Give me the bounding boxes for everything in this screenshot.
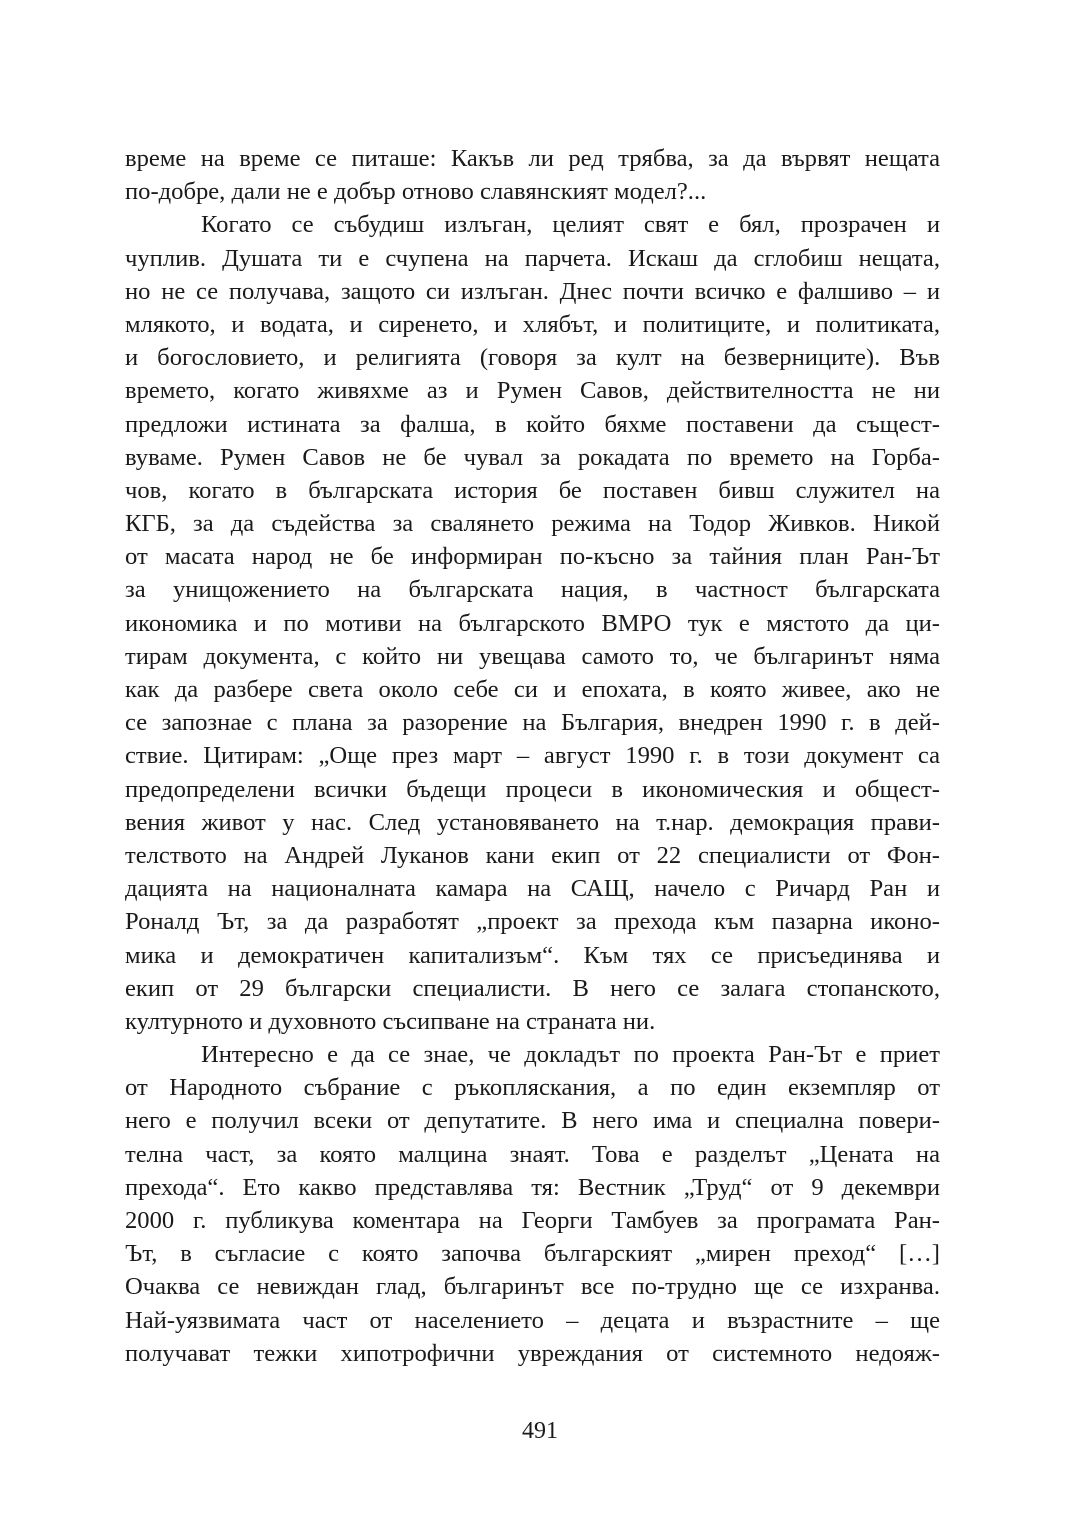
text-line: телството на Андрей Луканов кани екип от 22 специалисти от Фон-	[125, 841, 940, 869]
text-line: ствие. Цитирам: „Още през март – август 1990 г. в този документ са	[125, 742, 940, 770]
text-line: от масата народ не бе информиран по-късно за тайния план Ран-Ът	[125, 543, 940, 571]
text-line: екип от 29 български специалисти. В него се залага стопанското,	[125, 974, 940, 1002]
text-line: културното и духовното съсипване на страната ни.	[125, 1007, 656, 1035]
text-line: чуплив. Душата ти е счупена на парчета. Искаш да сглобиш нещата,	[125, 244, 940, 272]
text-line: 2000 г. публикува коментара на Георги Тамбуев за програмата Ран-	[125, 1207, 940, 1234]
text-line: млякото, и водата, и сиренето, и хлябът, и политиците, и политиката,	[125, 310, 940, 338]
text-line: мика и демократичен капитализъм“. Към тях се присъединява и	[125, 941, 940, 969]
text-line: дацията на националната камара на САЩ, начело с Ричард Ран и	[125, 875, 940, 903]
text-line: телна част, за която малцина знаят. Това е разделът „Цената на	[125, 1140, 940, 1168]
body-text	[125, 142, 940, 1370]
text-line: тирам документа, с който ни увещава самото то, че българинът няма	[125, 642, 940, 670]
page-number: 491	[522, 1418, 558, 1444]
text-line: икономика и по мотиви на българското ВМРО тук е мястото да ци-	[125, 609, 940, 637]
text-line: се запознае с плана за разорение на България, внедрен 1990 г. в дей-	[125, 709, 940, 737]
text-line: Най-уязвимата част от населението – децата и възрастните – ще	[125, 1306, 940, 1334]
text-line: и богословието, и религията (говоря за култ на безверниците). Във	[125, 344, 940, 372]
text-line: за унищожението на българската нация, в частност българската	[125, 576, 940, 604]
text-line: прехода“. Ето какво представлява тя: Вестник „Труд“ от 9 декември	[125, 1173, 940, 1201]
text-line: чов, когато в българската история бе поставен бивш служител на	[125, 476, 940, 504]
text-line: предопределени всички бъдещи процеси в икономическия и общест-	[125, 775, 940, 803]
text-line: Интересно е да се знае, че докладът по проекта Ран-Ът е приет	[201, 1041, 940, 1069]
text-line: предложи истината за фалша, в който бяхме поставени да същест-	[125, 410, 940, 438]
text-line: времето, когато живяхме аз и Румен Савов, действителността не ни	[125, 377, 940, 405]
text-line: време на време се питаше: Какъв ли ред трябва, за да вървят нещата	[125, 145, 940, 172]
text-line: как да разбере света около себе си и епохата, в която живее, ако не	[125, 676, 940, 703]
text-line: получават тежки хипотрофични увреждания от системното недояж-	[125, 1339, 940, 1367]
text-line: Очаква се невиждан глад, българинът все по-трудно ще се изхранва.	[125, 1273, 940, 1301]
text-line: но не се получава, защото си излъган. Днес почти всичко е фалшиво – и	[125, 277, 940, 305]
text-line: Когато се събудиш излъган, целият свят е бял, прозрачен и	[201, 211, 940, 239]
text-line: вуваме. Румен Савов не бе чувал за рокадата по времето на Горба-	[125, 443, 940, 471]
text-line: по-добре, дали не е добър отново славянският модел?...	[125, 178, 707, 206]
text-line: него е получил всеки от депутатите. В него има и специална повери-	[125, 1107, 940, 1135]
text-line: Роналд Ът, за да разработят „проект за прехода към пазарна иконо-	[125, 908, 940, 936]
text-line: Ът, в съгласие с която започва българският „мирен преход“ […]	[125, 1240, 940, 1268]
text-line: КГБ, за да съдейства за свалянето режима на Тодор Живков. Никой	[125, 510, 940, 538]
text-line: вения живот у нас. След установяването на т.нар. демокрация прави-	[125, 808, 940, 836]
text-line: от Народното събрание с ръкопляскания, а по един екземпляр от	[125, 1074, 940, 1102]
